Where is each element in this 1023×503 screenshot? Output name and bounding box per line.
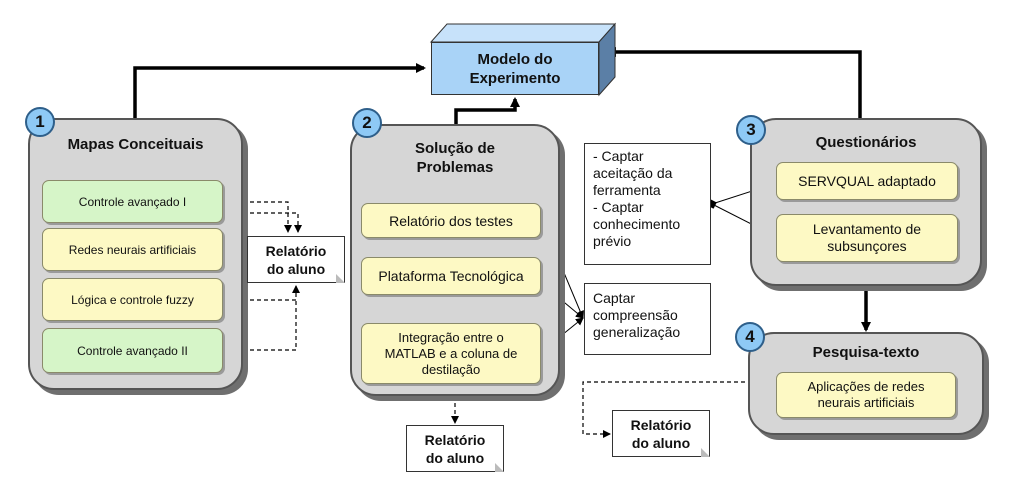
matlab-line1: Integração entre o — [398, 329, 504, 345]
panel-4-title: Pesquisa-texto — [812, 344, 920, 361]
student-report-1 — [247, 236, 345, 283]
panel-3-number-badge: 3 — [736, 115, 766, 145]
item-subsumers-survey — [776, 214, 958, 262]
item-matlab-integration — [361, 323, 541, 384]
subsumers-line2: subsunçores — [827, 238, 907, 254]
experiment-model-box — [431, 42, 599, 95]
model-title-line1: Modelo do — [477, 50, 553, 68]
item-ann-applications — [776, 372, 956, 418]
panel-2-title-line2: Problemas — [416, 159, 494, 176]
note-mid-line2: compreensão — [593, 307, 678, 323]
note-top-line6: prévio — [593, 233, 632, 249]
item-servqual: SERVQUAL adaptado — [776, 162, 958, 200]
student-report-3 — [612, 410, 710, 457]
note-mid-line1: Captar — [593, 290, 636, 306]
student-report-2 — [406, 425, 504, 472]
item-fuzzy-control: Lógica e controle fuzzy — [42, 278, 223, 321]
report-1-line2: do aluno — [266, 260, 326, 277]
panel-4-number-badge: 4 — [735, 322, 765, 352]
item-advanced-control-2: Controle avançado II — [42, 328, 223, 373]
note-mid-line3: generalização — [593, 324, 681, 340]
item-neural-networks: Redes neurais artificiais — [42, 228, 223, 271]
note-top-line2: aceitação da — [593, 165, 673, 181]
panel-2-number-badge: 2 — [352, 108, 382, 138]
item-test-report: Relatório dos testes — [361, 203, 541, 238]
note-top-line1: - Captar — [593, 148, 644, 164]
panel-1-title: Mapas Conceituais — [67, 136, 204, 153]
ann-line1: Aplicações de redes — [807, 379, 925, 394]
panel-1-number-badge: 1 — [25, 107, 55, 137]
report-2-line1: Relatório — [424, 431, 486, 448]
note-top-line5: conhecimento — [593, 216, 681, 232]
panel-problem-solving — [350, 124, 560, 396]
item-tech-platform: Plataforma Tecnológica — [361, 257, 541, 295]
panel-3-title: Questionários — [815, 134, 917, 151]
panel-questionnaires — [750, 118, 982, 286]
model-title-line2: Experimento — [469, 69, 561, 87]
matlab-line2: MATLAB e a coluna de — [384, 345, 518, 361]
report-1-line1: Relatório — [265, 242, 327, 259]
panel-2-title-line1: Solução de — [414, 140, 496, 157]
note-acceptance-prior-knowledge — [584, 143, 711, 265]
subsumers-line1: Levantamento de — [812, 221, 922, 237]
note-top-line3: ferramenta — [593, 182, 661, 198]
panel-text-research — [748, 332, 984, 435]
matlab-line3: destilação — [421, 361, 481, 377]
report-3-line2: do aluno — [631, 434, 691, 451]
note-top-line4: - Captar — [593, 199, 644, 215]
note-comprehension — [584, 283, 711, 355]
panel-concept-maps — [28, 118, 243, 390]
report-3-line1: Relatório — [630, 416, 692, 433]
report-2-line2: do aluno — [425, 449, 485, 466]
ann-line2: neurais artificiais — [817, 395, 915, 410]
item-advanced-control-1: Controle avançado I — [42, 180, 223, 223]
